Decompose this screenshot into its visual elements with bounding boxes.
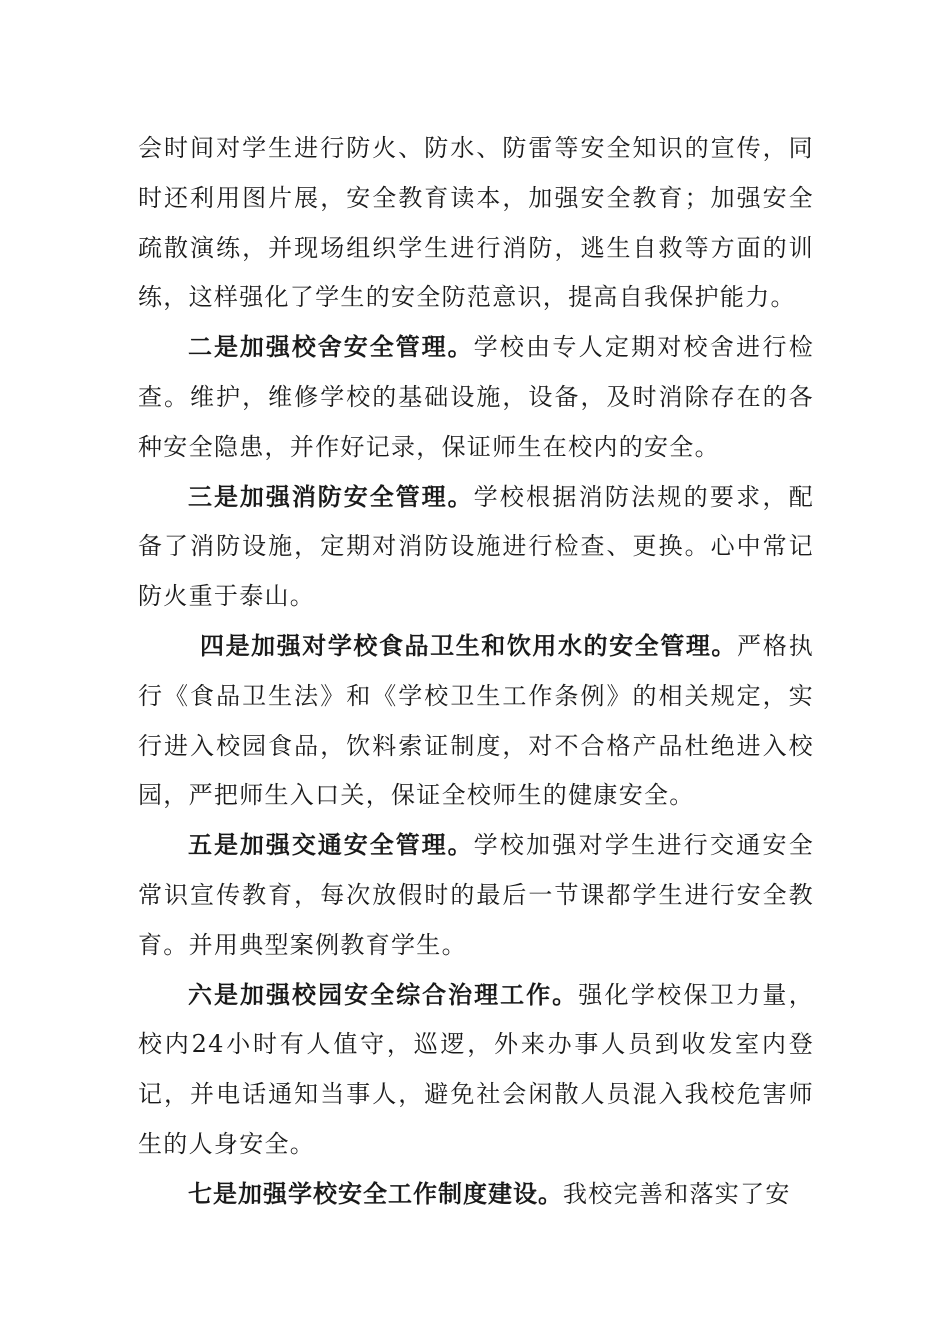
paragraph-4 [138,622,814,821]
paragraph-lead: 七是加强学校安全工作制度建设。 [188,1179,563,1208]
paragraph-text: 学校根据消防法规的要求，配备了消防设施，定期对消防设施进行检查、更换。心中常记防火重于泰山。 [138,482,815,611]
paragraph-text: 强化学校保卫力量，校内24小时有人值守，巡逻，外来办事人员到收发室内登记，并电话通知当事人，避免社会闲散人员混入我校危害师生的人身安全。 [138,980,815,1158]
paragraph-lead: 六是加强校园安全综合治理工作。 [188,980,579,1009]
paragraph-7 [138,1170,814,1220]
paragraph-3 [138,473,814,622]
paragraph-6 [138,971,814,1170]
paragraph-text: 学校加强对学生进行交通安全常识宣传教育，每次放假时的最后一节课都学生进行安全教育。并用典型案例教育学生。 [138,831,815,959]
paragraph-lead: 四是加强对学校食品卫生和饮用水的安全管理。 [200,631,737,660]
paragraph-2 [138,323,814,472]
paragraph-5 [138,821,814,970]
document-body [138,124,814,1220]
paragraph-lead: 二是加强校舍安全管理。 [188,333,474,362]
paragraph-1 [138,124,814,323]
paragraph-text: 我校完善和落实了安 [563,1179,791,1208]
paragraph-text: 严格执行《食品卫生法》和《学校卫生工作条例》的相关规定，实行进入校园食品，饮料索证制度，对不合格产品杜绝进入校园，严把师生入口关，保证全校师生的健康安全。 [138,631,815,810]
paragraph-lead: 五是加强交通安全管理。 [188,831,474,860]
paragraph-text: 会时间对学生进行防火、防水、防雷等安全知识的宣传，同时还利用图片展，安全教育读本，加强安全教育；加强安全疏散演练，并现场组织学生进行消防，逃生自救等方面的训练，这样强化了学生的安全防范意识，提高自我保护能力。 [138,134,814,312]
paragraph-text: 学校由专人定期对校舍进行检查。维护，维修学校的基础设施，设备，及时消除存在的各种安全隐患，并作好记录，保证师生在校内的安全。 [138,333,815,461]
paragraph-lead: 三是加强消防安全管理。 [188,482,474,511]
